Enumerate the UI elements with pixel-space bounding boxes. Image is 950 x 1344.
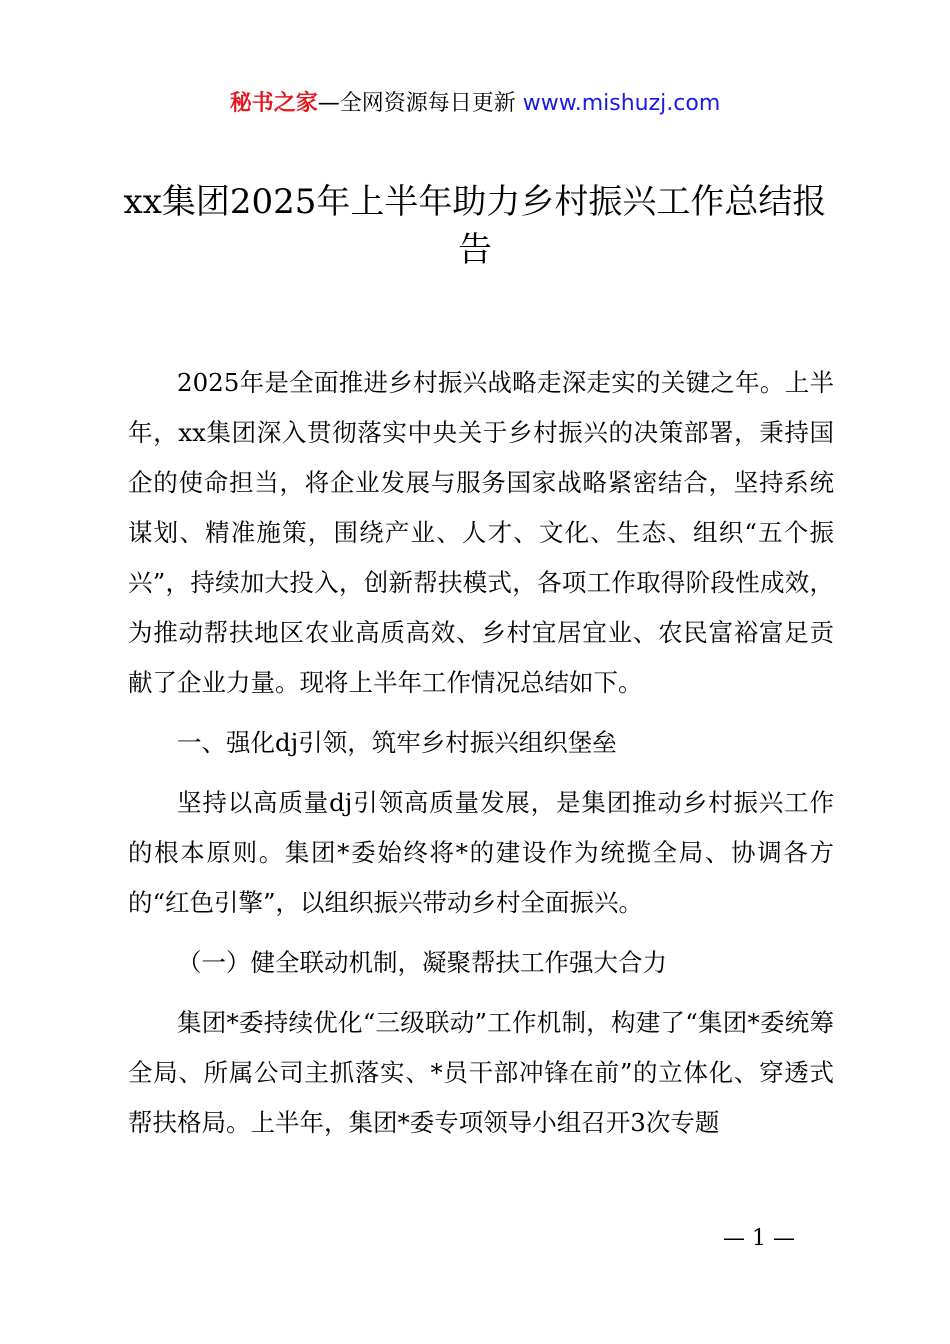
intro-paragraph: 2025年是全面推进乡村振兴战略走深走实的关键之年。上半年，xx集团深入贯彻落实中央关于乡村振兴的决策部署，秉持国企的使命担当，将企业发展与服务国家战略紧密结合，坚持系统谋划、精准施策，围绕产业、人才、文化、生态、组织“五个振兴”，持续加大投入，创新帮扶模式，各项工作取得阶段性成效，为推动帮扶地区农业高质高效、乡村宜居宜业、农民富裕富足贡献了企业力量。现将上半年工作情况总结如下。 [128,368,834,697]
section-1-paragraph: 坚持以高质量dj引领高质量发展，是集团推动乡村振兴工作的根本原则。集团*委始终将*的建设作为统揽全局、协调各方的“红色引擎”，以组织振兴带动乡村全面振兴。 [128,788,834,917]
site-watermark-header [0,88,950,120]
section-heading-1: 一、强化dj引领，筑牢乡村振兴组织堡垒 [177,728,617,757]
page-number: — 1 — [723,1226,795,1251]
brand-url: www.mishuzj.com [522,91,721,116]
document-title: xx集团2025年上半年助力乡村振兴工作总结报告 [123,182,827,270]
subsection-1-paragraph: 集团*委持续优化“三级联动”工作机制，构建了“集团*委统筹全局、所属公司主抓落实、*员干部冲锋在前”的立体化、穿透式帮扶格局。上半年，集团*委专项领导小组召开3次专题 [128,1008,834,1137]
subsection-heading-1: （一）健全联动机制，凝聚帮扶工作强大合力 [177,948,667,977]
document-body [128,358,834,1148]
brand-slogan: —全网资源每日更新 [317,91,516,116]
brand-name: 秘书之家 [229,91,318,116]
